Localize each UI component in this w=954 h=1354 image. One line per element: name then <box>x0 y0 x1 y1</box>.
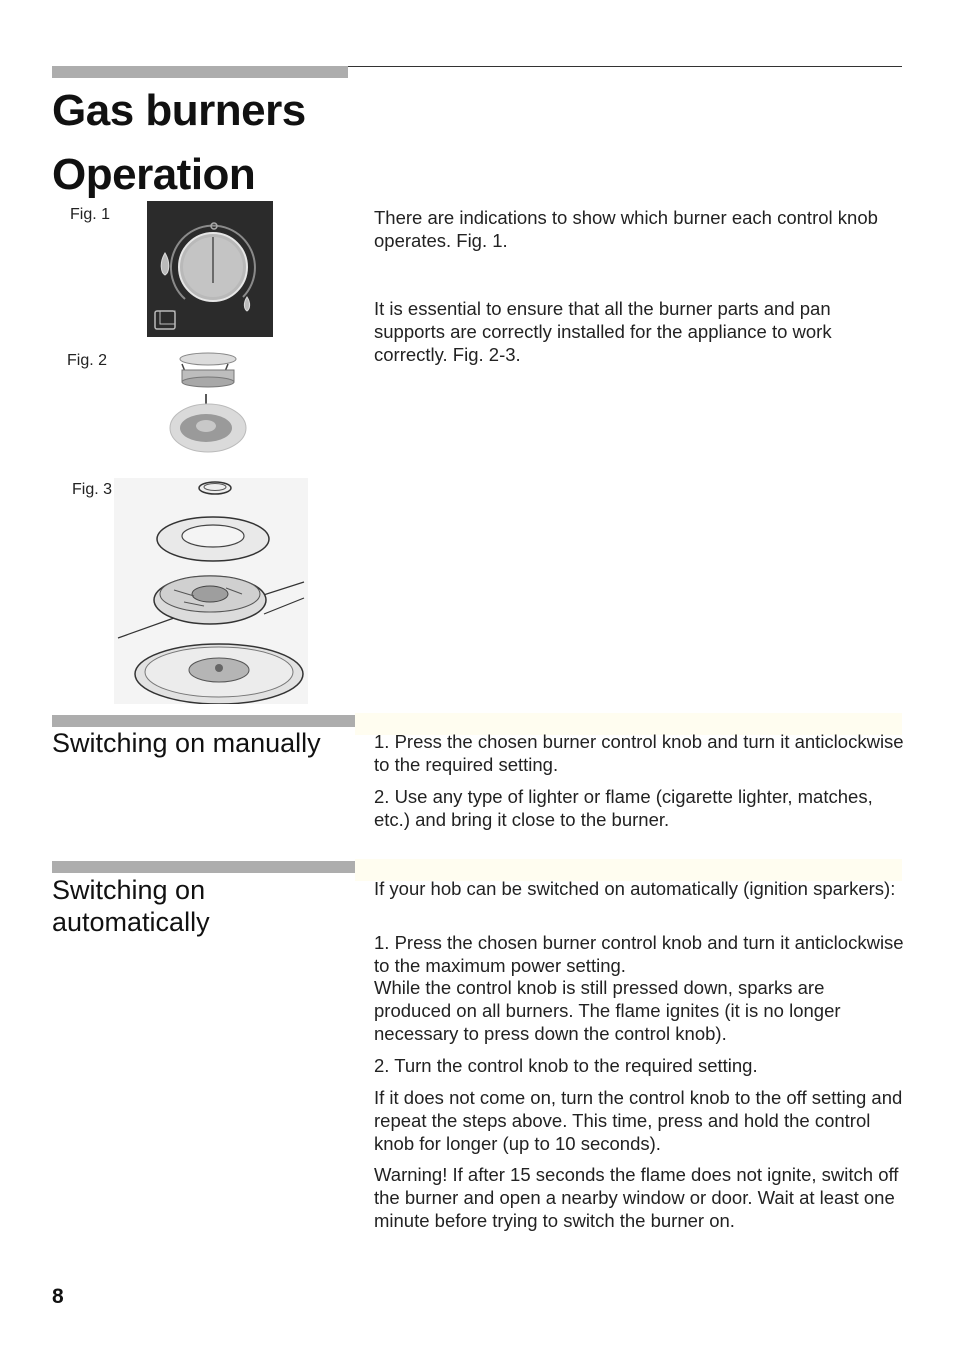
control-knob-panel-icon <box>147 201 273 337</box>
auto-warning: Warning! If after 15 seconds the flame does not ignite, switch off the burner and open a nearby window or door. Wait at least one minute before trying to switch the burner on. <box>374 1164 899 1231</box>
intro-paragraph-2: It is essential to ensure that all the burner parts and pan supports are correctly installed for the appliance to work correctly. Fig. 2-3. <box>374 298 832 365</box>
auto-intro: If your hob can be switched on automatically (ignition sparkers): <box>374 878 896 899</box>
manual-step-2: 2. Use any type of lighter or flame (cigarette lighter, matches, etc.) and bring it close to the burner. <box>374 786 873 830</box>
page-title: Gas burners <box>52 86 306 135</box>
fig-3-label: Fig. 3 <box>72 481 113 498</box>
manual-section-title: Switching on manually <box>52 728 321 758</box>
fig-2-label: Fig. 2 <box>67 352 108 369</box>
auto-step-1: 1. Press the chosen burner control knob and turn it anticlockwise to the maximum power setting. <box>374 932 904 976</box>
auto-section-title: Switching on automatically <box>52 875 210 937</box>
manual-section-bar <box>52 715 355 727</box>
burner-assembly-exploded-icon <box>114 478 308 704</box>
auto-retry-note: If it does not come on, turn the control knob to the off setting and repeat the steps above. This time, press and hold the control knob for longer (up to 10 seconds). <box>374 1087 903 1154</box>
auto-step-1-detail: While the control knob is still pressed down, sparks are produced on all burners. The flame ignites (it is no longer necessary to press down the control knob). <box>374 977 841 1044</box>
auto-section-bar <box>52 861 355 873</box>
section-title-operation: Operation <box>52 150 256 199</box>
auto-step-2: 2. Turn the control knob to the required setting. <box>374 1055 758 1076</box>
burner-assembly-small-icon <box>160 352 260 457</box>
manual-step-1: 1. Press the chosen burner control knob and turn it anticlockwise to the required setting. <box>374 731 904 775</box>
fig-1-label: Fig. 1 <box>70 206 111 223</box>
page-number: 8 <box>52 1285 64 1308</box>
header-rule-bar <box>52 66 348 78</box>
intro-paragraph-1: There are indications to show which burner each control knob operates. Fig. 1. <box>374 207 878 251</box>
